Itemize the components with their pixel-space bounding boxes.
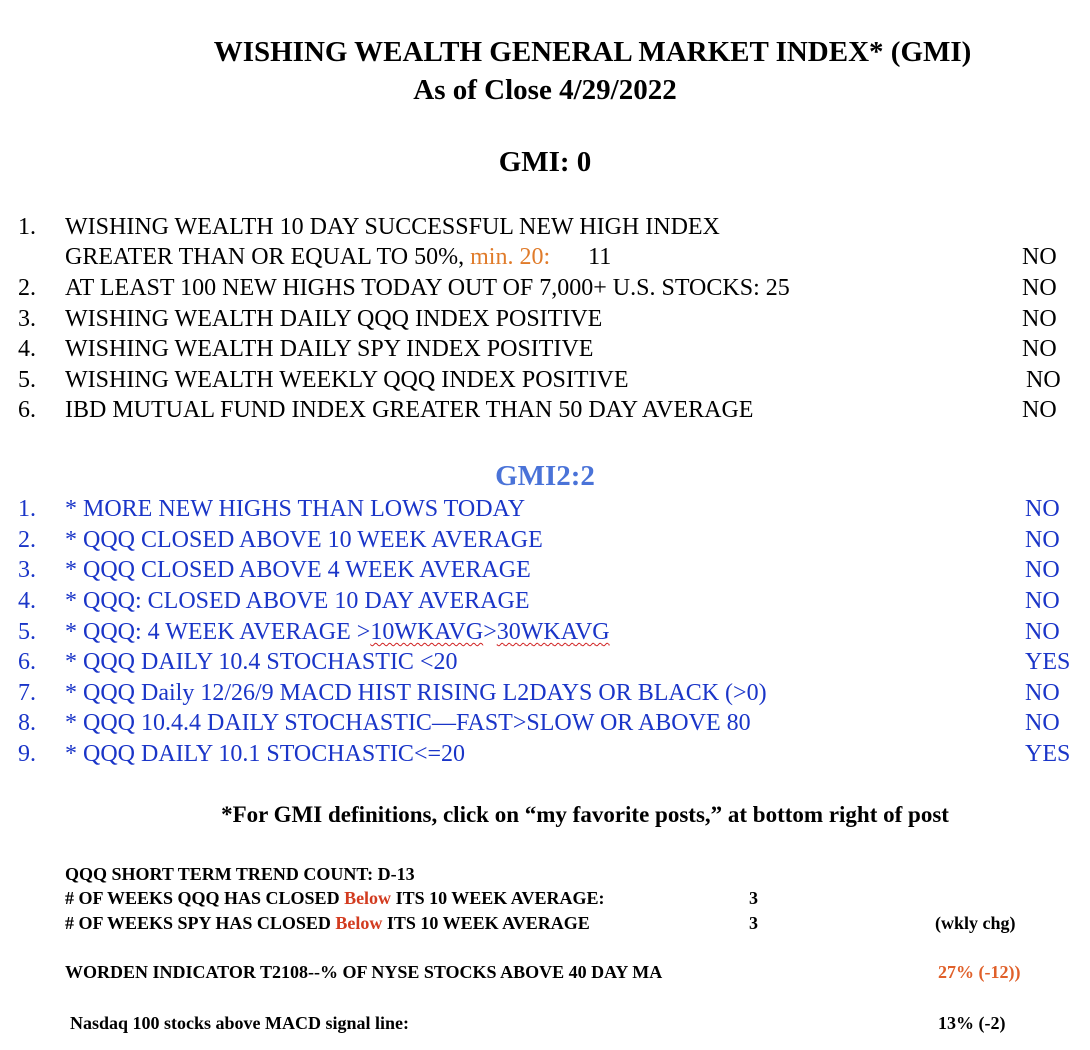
page-subtitle: As of Close 4/29/2022 bbox=[413, 74, 677, 106]
item-result: NO bbox=[1022, 244, 1057, 270]
item-text: WISHING WEALTH DAILY SPY INDEX POSITIVE bbox=[65, 336, 594, 362]
gmi2-item-3 bbox=[0, 557, 1090, 587]
gmi-item-1 bbox=[0, 214, 1090, 244]
gmi-score: GMI: 0 bbox=[498, 146, 592, 178]
item-result: NO bbox=[1026, 367, 1061, 393]
gmi2-item-9 bbox=[0, 741, 1090, 771]
min-threshold: min. 20: bbox=[470, 244, 551, 270]
gmi-item-3 bbox=[0, 306, 1090, 336]
item-text: * QQQ CLOSED ABOVE 10 WEEK AVERAGE bbox=[65, 527, 543, 553]
spy-weeks-value: 3 bbox=[749, 913, 758, 933]
gmi-item-4 bbox=[0, 336, 1090, 366]
qqq-weeks-below: # OF WEEKS QQQ HAS CLOSED Below ITS 10 WEEK AVERAGE: bbox=[65, 888, 605, 908]
nasdaq-macd-value: 13% (-2) bbox=[938, 1013, 1006, 1033]
item-value: 11 bbox=[588, 244, 612, 270]
item-number: 7. bbox=[18, 680, 36, 706]
item-number: 8. bbox=[18, 710, 36, 736]
item-number: 5. bbox=[18, 367, 36, 393]
item-result: NO bbox=[1022, 397, 1057, 423]
spell-flag: 30WKAVG bbox=[496, 619, 610, 645]
item-result: NO bbox=[1025, 680, 1060, 706]
item-text: * QQQ: 4 WEEK AVERAGE >10WKAVG>30WKAVG bbox=[65, 619, 610, 645]
spy-weeks-below: # OF WEEKS SPY HAS CLOSED Below ITS 10 WEEK AVERAGE bbox=[65, 913, 590, 933]
item-result: NO bbox=[1025, 527, 1060, 553]
definitions-footnote: *For GMI definitions, click on “my favorite posts,” at bottom right of post bbox=[221, 802, 949, 827]
item-result: NO bbox=[1025, 710, 1060, 736]
item-number: 3. bbox=[18, 557, 36, 583]
item-number: 4. bbox=[18, 336, 36, 362]
item-number: 3. bbox=[18, 306, 36, 332]
spell-flag: 10WKAVG bbox=[370, 619, 484, 645]
gmi-item-1-line2 bbox=[0, 244, 1090, 274]
nasdaq-macd-label: Nasdaq 100 stocks above MACD signal line: bbox=[70, 1013, 410, 1033]
trend-count: QQQ SHORT TERM TREND COUNT: D-13 bbox=[65, 864, 415, 884]
gmi2-item-2 bbox=[0, 527, 1090, 557]
item-text: * MORE NEW HIGHS THAN LOWS TODAY bbox=[65, 496, 526, 522]
worden-indicator-label: WORDEN INDICATOR T2108--% OF NYSE STOCKS ABOVE 40 DAY MA bbox=[65, 962, 663, 982]
gmi2-item-6 bbox=[0, 649, 1090, 679]
item-result: NO bbox=[1025, 619, 1060, 645]
item-number: 9. bbox=[18, 741, 36, 767]
item-result: YES bbox=[1025, 649, 1071, 675]
item-text: IBD MUTUAL FUND INDEX GREATER THAN 50 DAY AVERAGE bbox=[65, 397, 754, 423]
item-text: * QQQ 10.4.4 DAILY STOCHASTIC—FAST>SLOW OR ABOVE 80 bbox=[65, 710, 751, 736]
gmi2-item-8 bbox=[0, 710, 1090, 740]
gmi-item-2 bbox=[0, 275, 1090, 305]
item-number: 1. bbox=[18, 214, 36, 240]
gmi2-item-1 bbox=[0, 496, 1090, 526]
item-result: NO bbox=[1025, 588, 1060, 614]
qqq-weeks-value: 3 bbox=[749, 888, 758, 908]
worden-indicator-value: 27% (-12)) bbox=[938, 962, 1021, 982]
item-number: 5. bbox=[18, 619, 36, 645]
item-text: AT LEAST 100 NEW HIGHS TODAY OUT OF 7,000+ U.S. STOCKS: 25 bbox=[65, 275, 790, 301]
item-result: NO bbox=[1022, 336, 1057, 362]
item-number: 6. bbox=[18, 397, 36, 423]
item-text: * QQQ DAILY 10.1 STOCHASTIC<=20 bbox=[65, 741, 466, 767]
item-text: WISHING WEALTH 10 DAY SUCCESSFUL NEW HIGH INDEX bbox=[65, 214, 720, 240]
item-result: YES bbox=[1025, 741, 1071, 767]
item-number: 2. bbox=[18, 527, 36, 553]
item-text: * QQQ CLOSED ABOVE 4 WEEK AVERAGE bbox=[65, 557, 531, 583]
item-text: WISHING WEALTH DAILY QQQ INDEX POSITIVE bbox=[65, 306, 603, 332]
item-number: 2. bbox=[18, 275, 36, 301]
gmi2-item-7 bbox=[0, 680, 1090, 710]
item-text: * QQQ: CLOSED ABOVE 10 DAY AVERAGE bbox=[65, 588, 530, 614]
item-text: * QQQ Daily 12/26/9 MACD HIST RISING L2DAYS OR BLACK (>0) bbox=[65, 680, 767, 706]
item-result: NO bbox=[1025, 557, 1060, 583]
item-text: * QQQ DAILY 10.4 STOCHASTIC <20 bbox=[65, 649, 458, 675]
weekly-change-header: (wkly chg) bbox=[935, 913, 1016, 933]
gmi2-item-5 bbox=[0, 619, 1090, 649]
item-result: NO bbox=[1025, 496, 1060, 522]
gmi-item-5 bbox=[0, 367, 1090, 397]
item-text: WISHING WEALTH WEEKLY QQQ INDEX POSITIVE bbox=[65, 367, 629, 393]
item-number: 6. bbox=[18, 649, 36, 675]
item-result: NO bbox=[1022, 275, 1057, 301]
item-number: 4. bbox=[18, 588, 36, 614]
item-number: 1. bbox=[18, 496, 36, 522]
gmi-item-6 bbox=[0, 397, 1090, 427]
item-result: NO bbox=[1022, 306, 1057, 332]
item-text-line2: GREATER THAN OR EQUAL TO 50%, min. 20: 11 bbox=[65, 244, 612, 270]
gmi2-item-4 bbox=[0, 588, 1090, 618]
gmi2-score: GMI2:2 bbox=[495, 460, 595, 492]
page-title: WISHING WEALTH GENERAL MARKET INDEX* (GMI) bbox=[213, 36, 972, 68]
